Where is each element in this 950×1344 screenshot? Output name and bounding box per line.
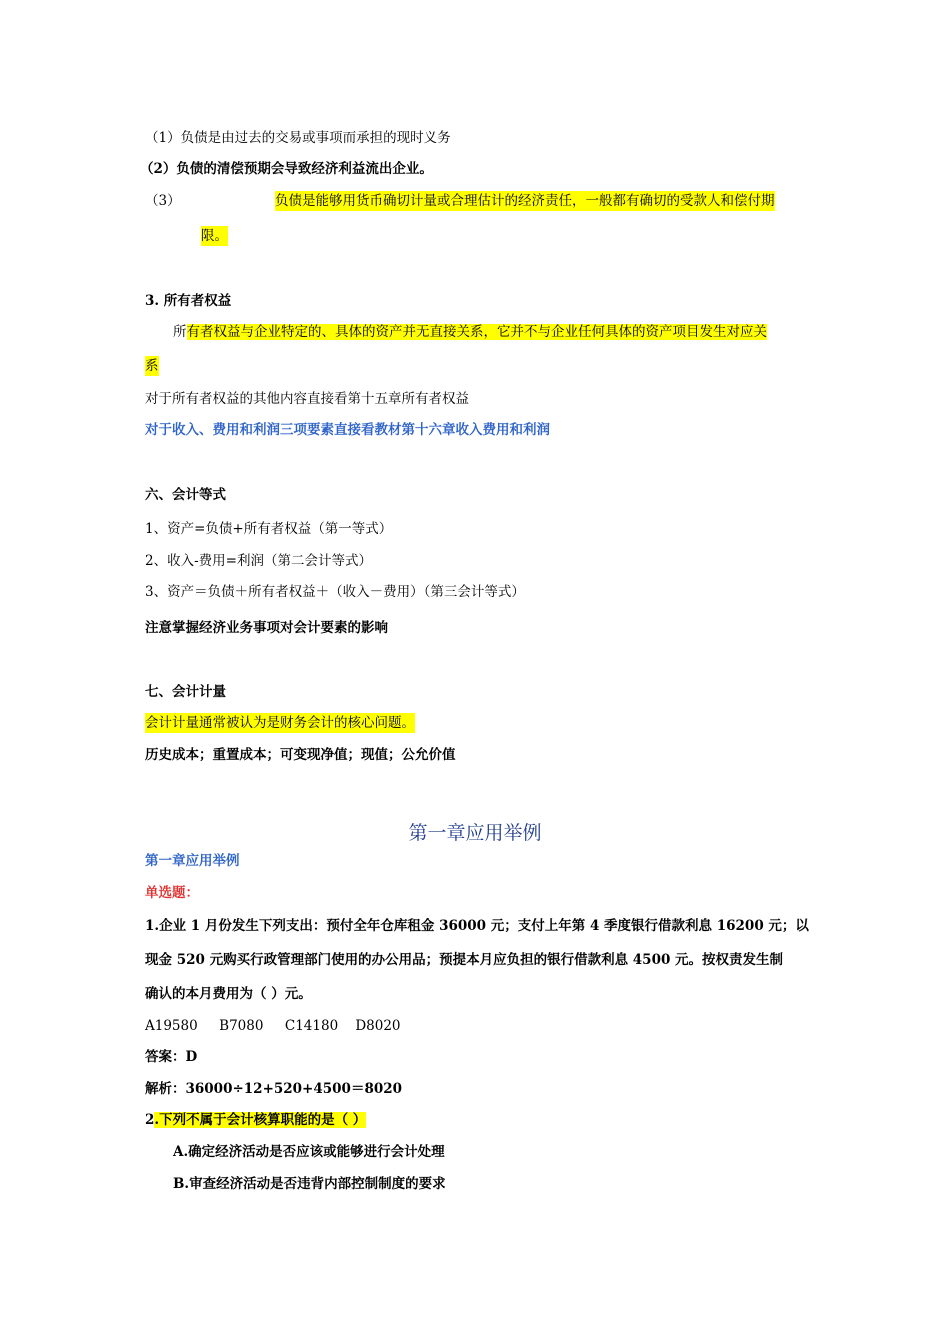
question-2-text: .下列不属于会计核算职能的是（ ） — [154, 1112, 367, 1128]
question-2-number: 2 — [145, 1112, 155, 1128]
equity-line-2: 系 — [145, 358, 159, 374]
question-1-line-3: 确认的本月费用为（ ）元。 — [145, 986, 312, 1002]
measurement-line-1: 会计计量通常被认为是财务会计的核心问题。 — [145, 715, 415, 731]
equity-line-3: 对于所有者权益的其他内容直接看第十五章所有者权益 — [145, 391, 469, 407]
equation-3: 3、资产＝负债＋所有者权益＋（收入－费用）（第三会计等式） — [145, 584, 525, 600]
equation-1: 1、资产=负债+所有者权益（第一等式） — [145, 521, 393, 537]
liability-point-2: （2）负债的清偿预期会导致经济利益流出企业。 — [140, 161, 433, 177]
equity-line-1-highlight: 有者权益与企业特定的、具体的资产并无直接关系，它并不与企业任何具体的资产项目发生对应关 — [186, 324, 767, 340]
question-type: 单选题： — [145, 885, 199, 901]
question-1-line-2: 现金 520 元购买行政管理部门使用的办公用品；预提本月应负担的银行借款利息 4500 元。按权责发生制 — [145, 952, 784, 968]
equity-heading: 3. 所有者权益 — [145, 293, 232, 309]
measurement-heading: 七、会计计量 — [145, 684, 226, 700]
liability-point-3-number: （3） — [145, 193, 181, 209]
examples-title: 第一章应用举例 — [408, 822, 542, 844]
question-2 — [145, 1110, 366, 1130]
question-1-answer: 答案：D — [145, 1049, 198, 1065]
equity-line-1-lead: 所 — [173, 324, 187, 340]
equation-2: 2、收入-费用=利润（第二会计等式） — [145, 553, 372, 569]
question-2-option-b: B.审查经济活动是否违背内部控制制度的要求 — [173, 1176, 446, 1192]
question-2-option-a: A.确定经济活动是否应该或能够进行会计处理 — [173, 1144, 445, 1160]
question-1-options: A19580 B7080 C14180 D8020 — [145, 1018, 401, 1034]
examples-subtitle: 第一章应用举例 — [145, 853, 240, 869]
equity-line-4: 对于收入、费用和利润三项要素直接看教材第十六章收入费用和利润 — [145, 422, 550, 438]
liability-point-3-text-cont: 限。 — [201, 228, 228, 244]
question-1-analysis: 解析：36000÷12+520+4500＝8020 — [145, 1081, 403, 1097]
liability-point-1: （1）负债是由过去的交易或事项而承担的现时义务 — [145, 130, 451, 146]
equation-note: 注意掌握经济业务事项对会计要素的影响 — [145, 620, 388, 636]
equity-line-1 — [173, 322, 767, 342]
measurement-line-2: 历史成本；重置成本；可变现净值；现值；公允价值 — [145, 747, 456, 763]
question-1-line-1: 1.企业 1 月份发生下列支出：预付全年仓库租金 36000 元；支付上年第 4 季度银行借款利息 16200 元；以 — [145, 918, 809, 934]
liability-point-3-text: 负债是能够用货币确切计量或合理估计的经济责任，一般都有确切的受款人和偿付期 — [275, 193, 775, 209]
equation-heading: 六、会计等式 — [145, 487, 226, 503]
